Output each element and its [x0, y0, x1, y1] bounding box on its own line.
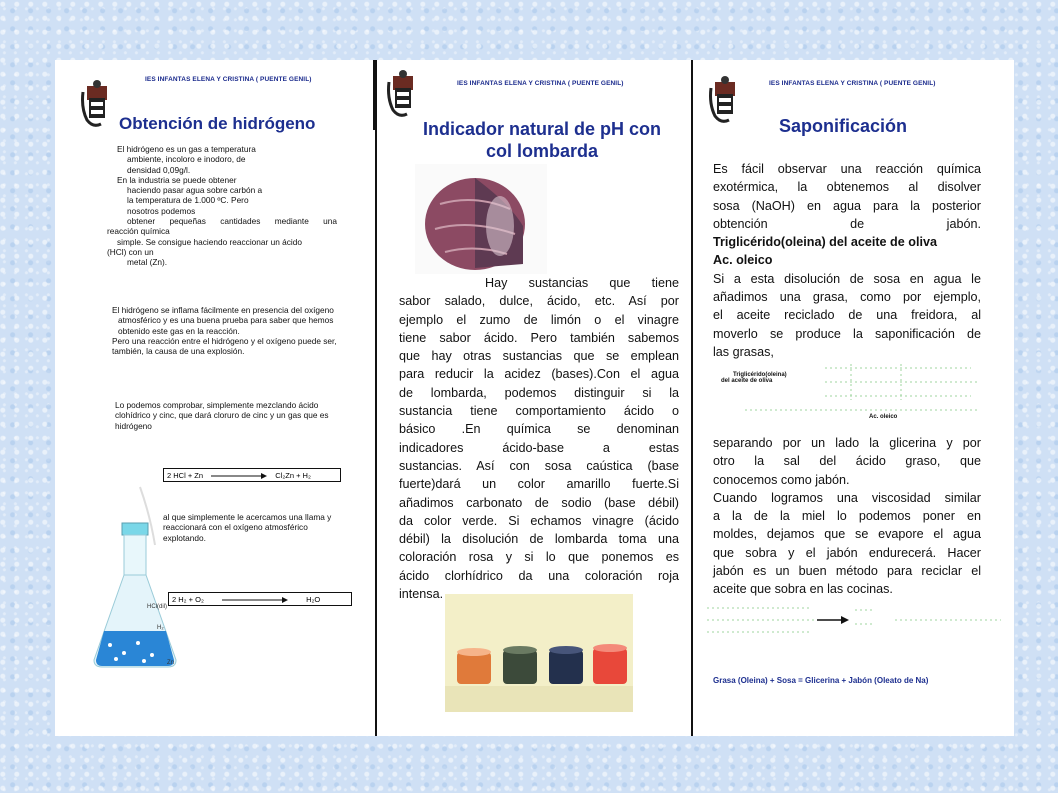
page-title: Saponificación — [779, 116, 908, 136]
beaker-4-icon — [593, 644, 627, 684]
erlenmeyer-flask-icon — [80, 485, 190, 675]
school-logo-icon — [705, 74, 743, 126]
beaker-2-icon — [503, 646, 537, 684]
school-header: IES INFANTAS ELENA Y CRISTINA ( PUENTE GENIL) — [457, 80, 624, 87]
panel-divider-top — [373, 60, 376, 130]
school-header: IES INFANTAS ELENA Y CRISTINA ( PUENTE GENIL) — [769, 80, 936, 87]
saponification-equation: Grasa (Oleina) + Sosa = Glicerina + Jabón (Oleato de Na) — [713, 676, 929, 685]
oleic-acid-caption: Ac. oleico — [869, 414, 898, 420]
equation-water: 2 H₂ + O₂ H₂O — [168, 592, 352, 606]
panel-ph-indicator — [377, 60, 691, 736]
flame-paragraph: al que simplemente le acercamos una llama y reaccionará con el oxígeno atmosférico explotando. — [163, 512, 332, 543]
panel-hydrogen — [55, 60, 375, 736]
saponification-process-text: separando por un lado la glicerina y por otro la sal del ácido graso, que conocemos como jabón. Cuando logramos una viscosidad similar a la de la miel lo podemos poner en moldes, dejamos que se evapore el agua que sobra y el jabón endurecerá. Hacer jabón es un buen método para reciclar el aceite que sobra en las cocinas. — [713, 436, 981, 597]
triglyceride-caption: Triglicérido(oleina) del aceite de oliva — [721, 372, 787, 384]
oleic-acid-structure-icon — [743, 406, 983, 414]
equation-zinc: 2 HCl + Zn Cl₂Zn + H₂ — [163, 468, 341, 482]
page-title: Indicador natural de pH con col lombarda — [422, 119, 662, 161]
flask-label-metal: Zn — [167, 660, 175, 666]
beaker-1-icon — [457, 648, 491, 684]
arrow-right-icon — [220, 596, 290, 604]
reaction-structure-icon — [705, 602, 1005, 638]
flask-label-acid: HCl(dil) — [147, 604, 167, 610]
arrow-right-icon — [209, 472, 269, 480]
indicator-body-text: Hay sustancias que tiene sabor salado, dulce, ácido, etc. Así por ejemplo el zumo de limón o el vinagre tiene sabor ácido. Pero también sabemos que hay otras sustancias que se emplean para reducir la acidez (bases).Con el agua de lombarda, podemos distinguir si la sustancia tiene comportamiento ácido o básico .En química se denominan indicadores ácido-base a estas sustancias. Así con sosa caústica (base fuerte)dará un color amarillo fuerte.Si añadimos carbonato de sodio (base débil) da color verde. Si echamos vinagre (ácido débil) la disolución de lombarda toma una coloración rosa y si lo que ponemos es ácido clorhídrico da una coloración roja intensa. — [399, 276, 679, 602]
panel-saponification — [693, 60, 1014, 736]
flammability-paragraph: El hidrógeno se inflama fácilmente en presencia del oxígeno atmosférico y es una buena prueba para saber que hemos obtenido este gas en la reacción. Pero una reacción entre el hidrógeno y el oxígeno puede ser, también, la causa de una explosión. — [112, 305, 337, 357]
red-cabbage-image — [415, 164, 547, 274]
flask-label-gas: H₂ — [157, 625, 164, 631]
school-logo-icon — [383, 68, 421, 120]
brochure — [55, 60, 1014, 736]
intro-paragraph: El hidrógeno es un gas a temperatura ambiente, incoloro e inodoro, de densidad 0,09g/l. En la industria se puede obtener haciendo pasar agua sobre carbón a la temperatura de 1.000 ºC. Pero nosotros podemos obtener pequeñas cantidades mediante una reacción química simple. Se consigue haciendo reaccionar un ácido (HCl) con un metal (Zn). — [107, 144, 337, 268]
triglyceride-structure-icon — [821, 362, 981, 402]
beaker-3-icon — [549, 646, 583, 684]
page-title: Obtención de hidrógeno — [119, 114, 316, 133]
indicator-beakers-image — [445, 594, 633, 712]
saponification-intro-text: Es fácil observar una reacción química exotérmica, la obtenemos al disolver sosa (NaOH) en agua para la posterior obtención de jabón. Triglicérido(oleina) del aceite de oliva Ac. oleico Si a esta disolución de sosa en agua le añadimos una grasa, como por ejemplo, el aceite reciclado de una freidora, al moverlo se produce la saponificación de las grasas, — [713, 162, 981, 359]
experiment-paragraph: Lo podemos comprobar, simplemente mezclando ácido clohídrico y cinc, que dará cloruro de cinc y un gas que es hidrógeno — [115, 400, 329, 431]
school-header: IES INFANTAS ELENA Y CRISTINA ( PUENTE GENIL) — [145, 76, 312, 83]
school-logo-icon — [77, 78, 115, 130]
